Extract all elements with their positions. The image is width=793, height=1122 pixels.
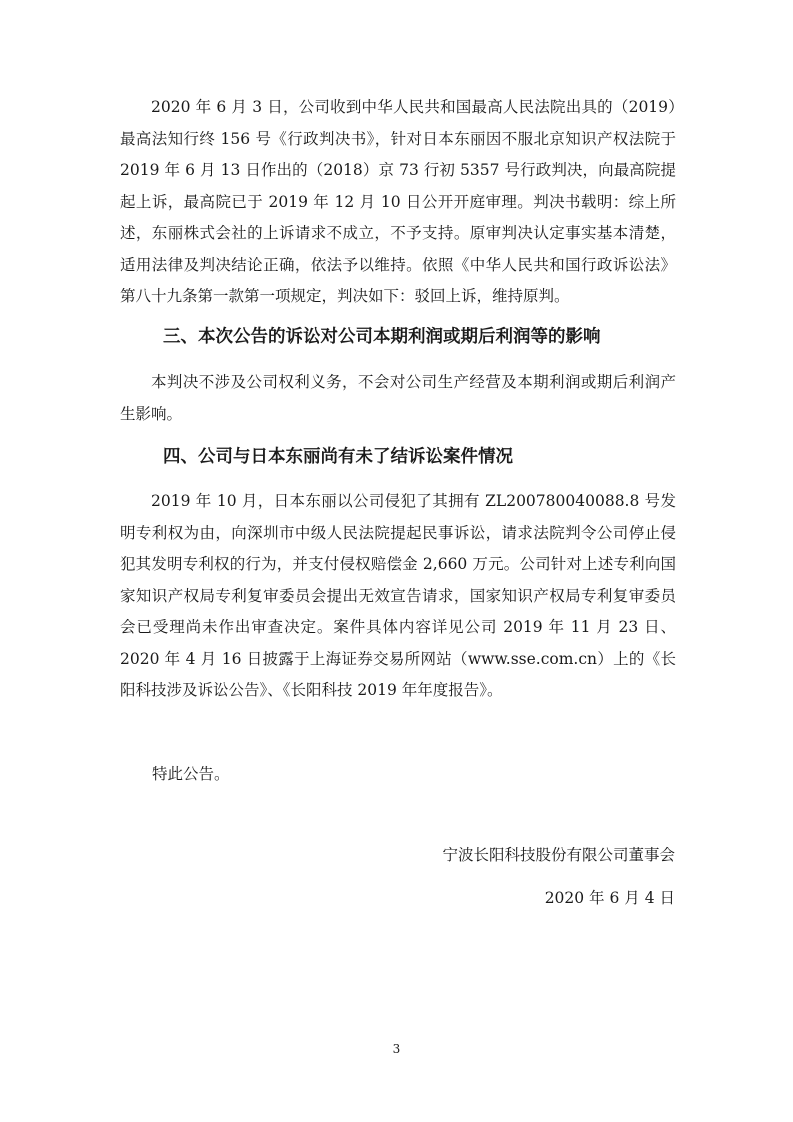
section-3-heading: 三、本次公告的诉讼对公司本期利润或期后利润等的影响 xyxy=(163,327,601,347)
judgment-paragraph: 2020 年 6 月 3 日，公司收到中华人民共和国最高人民法院出具的（2019）最高法知行终 156 号《行政判决书》，针对日本东丽因不服北京知识产权法院于 2019 年 6 月 13 日作出的（2018）京 73 行初 5357 号行政判决，向最高院提起上诉，最高院已于 2019 年 12 月 10 日公开开庭审理。判决书载明：综上所述，东丽株式会社的上诉请求不成立，不予支持。原审判决认定事实基本清楚，适用法律及判决结论正确，依法予以维持。依照《中华人民共和国行政诉讼法》第八十九条第一款第一项规定，判决如下：驳回上诉，维持原判。 xyxy=(120,98,676,305)
page-number: 3 xyxy=(392,1042,401,1056)
section-4-heading: 四、公司与日本东丽尚有未了结诉讼案件情况 xyxy=(163,447,513,467)
signature-company: 宁波长阳科技股份有限公司董事会 xyxy=(442,846,675,864)
closing-statement: 特此公告。 xyxy=(152,765,230,783)
signature-date: 2020 年 6 月 4 日 xyxy=(544,889,675,907)
section-3-body: 本判决不涉及公司权利义务，不会对公司生产经营及本期利润或期后利润产生影响。 xyxy=(120,373,676,423)
section-4-body: 2019 年 10 月，日本东丽以公司侵犯了其拥有 ZL200780040088.8 号发明专利权为由，向深圳市中级人民法院提起民事诉讼，请求法院判令公司停止侵犯其发明专利权的行为，并支付侵权赔偿金 2,660 万元。公司针对上述专利向国家知识产权局专利复审委员会提出无效宣告请求，国家知识产权局专利复审委员会已受理尚未作出审查决定。案件具体内容详见公司 2019 年 11 月 23 日、2020 年 4 月 16 日披露于上海证券交易所网站（www.sse.com.cn）上的《长阳科技涉及诉讼公告》、《长阳科技 2019 年年度报告》。 xyxy=(120,492,676,699)
